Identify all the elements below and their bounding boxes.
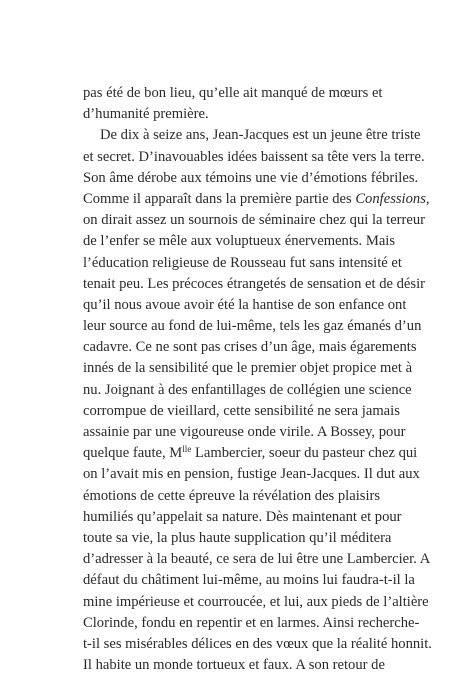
text-line [83,592,429,613]
text-run: nu. Joignant à des enfantillages de collégien une science [83,381,412,398]
text-line [83,655,385,676]
text-run: De dix à seize ans, Jean-Jacques est un jeune être triste [100,127,421,144]
text-line [83,168,419,189]
text-run: et secret. D’inavouables idées baissent sa tête vers la terre. [83,148,425,165]
text-run: mine impérieuse et courroucée, et lui, aux pieds de l’altière [83,593,429,610]
text-run: Comme il apparaît dans la première partie des [83,190,356,207]
text-run: Clorinde, fondu en repentir et en larmes. Ainsi recherche- [83,614,420,631]
text-run: Il habite un monde tortueux et faux. A son retour de [83,657,385,674]
book-title-italic: Confessions, [355,190,430,207]
text-run: on dirait assez un sournois de séminaire chez qui la terreur [83,212,426,229]
text-run: toute sa vie, la plus haute supplication qu’il méditera [83,529,392,546]
text-run: t-il ses misérables délices en des vœux que la réalité honnit. [83,635,432,652]
text-run: l’éducation religieuse de Rousseau fut sans intensité et [83,254,402,271]
text-run: tenait peu. Les précoces étrangetés de sensation et de désir [83,275,425,292]
text-run: quelque faute, M [83,445,183,462]
text-line [83,464,420,485]
text-run: de l’enfer se mêle aux voluptueux énervements. Mais [83,233,396,250]
text-line [83,337,417,358]
text-run: on l’avait mis en pension, fustige Jean-Jacques. Il dut aux [83,466,420,483]
text-line [83,231,396,252]
text-run: Lambercier, soeur du pasteur chez qui [191,445,418,462]
text-line [83,528,392,549]
text-line [83,274,425,295]
text-run: cadavre. Ce ne sont pas crises d’un âge, mais égarements [83,339,417,356]
text-run: qu’il nous avoue avoir été la hantise de son enfance ont [83,296,407,313]
text-line [83,486,381,507]
text-run: pas été de bon lieu, qu’elle ait manqué de mœurs et [83,85,383,101]
text-line [83,634,432,655]
text-line [83,380,412,401]
text-run: défaut du châtiment lui-même, au moins lui faudra-t-il la [83,572,415,589]
text-line [83,253,402,274]
text-line [83,83,383,104]
text-line [83,507,402,528]
text-run: corrompue de vieillard, cette sensibilité ne sera jamais [83,402,400,419]
text-line [83,549,431,570]
text-line [83,570,415,591]
text-line [83,316,422,337]
body-text [83,83,432,676]
text-line [83,147,425,168]
text-line [83,104,373,125]
text-run: assainie par une vigoureuse onde virile. A Bossey, pour [83,424,406,440]
text-line [83,295,407,316]
text-run: innés de la sensibilité que le premier objet propice met à [83,360,413,377]
text-run: d’humanité première. [83,106,209,123]
text-line [83,189,430,210]
text-run: leur source au fond de lui-même, tels les gaz émanés d’un [83,318,422,335]
text-line [83,401,400,422]
text-run: émotions de cette épreuve la révélation des plaisirs [83,487,381,504]
text-line [83,210,426,231]
text-line [83,358,413,379]
text-run: d’adresser à la beauté, ce sera de lui être une Lambercier. A [83,551,431,568]
text-run: humiliés qu’appelait sa nature. Dès maintenant et pour [83,508,402,525]
text-line [83,443,418,464]
text-line [83,422,406,443]
text-line [83,125,421,146]
text-run: Son âme dérobe aux témoins une vie d’émotions fébriles. [83,169,419,186]
text-line [83,613,420,634]
superscript: lle [182,444,192,455]
